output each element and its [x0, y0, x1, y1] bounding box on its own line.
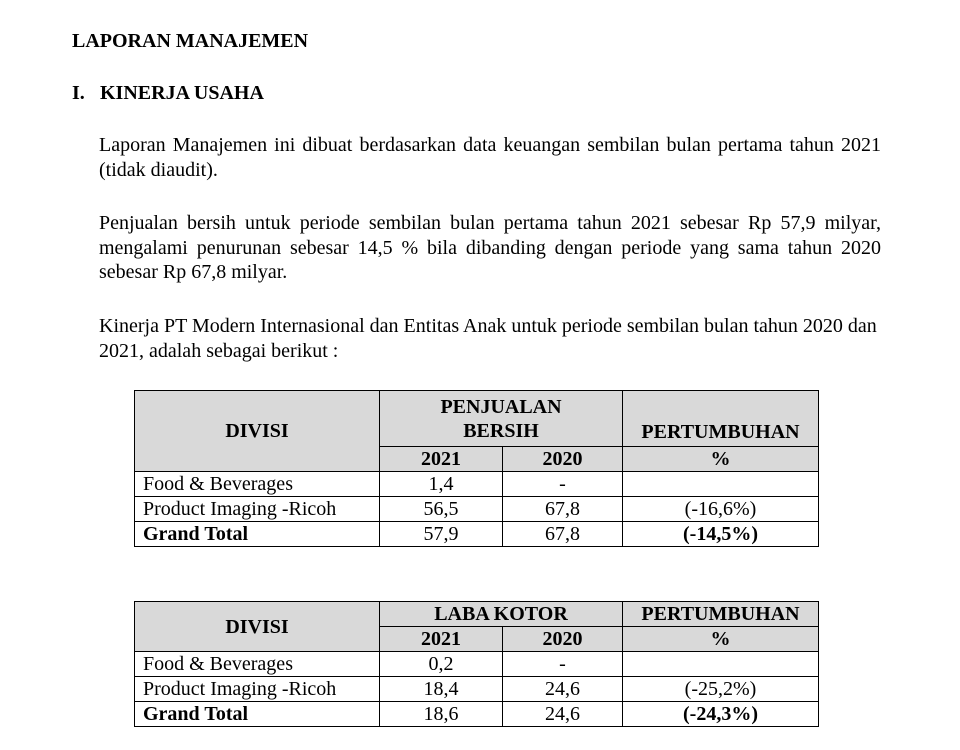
row-growth: (-25,2%) — [623, 677, 819, 702]
row-value-2020: - — [503, 652, 623, 677]
row-growth — [623, 652, 819, 677]
row-division: Food & Beverages — [135, 652, 380, 677]
row-value-2021: 0,2 — [380, 652, 503, 677]
sales-header-growth: PERTUMBUHAN — [623, 391, 819, 447]
sales-header-division: DIVISI — [135, 391, 380, 472]
row-value-2021: 56,5 — [380, 497, 503, 522]
table-row — [135, 472, 819, 497]
row-value-2020: 24,6 — [503, 702, 623, 727]
gross-profit-table — [134, 601, 819, 727]
row-growth — [623, 472, 819, 497]
row-value-2021: 1,4 — [380, 472, 503, 497]
table-row — [135, 652, 819, 677]
profit-header-year-2020: 2020 — [503, 627, 623, 652]
paragraph-performance: Kinerja PT Modern Internasional dan Entitas Anak untuk periode sembilan bulan tahun 2020 dan 2021, adalah sebagai berikut : — [99, 315, 877, 362]
profit-header-growth: PERTUMBUHAN — [623, 602, 819, 627]
document-title: LAPORAN MANAJEMEN — [72, 30, 309, 52]
profit-header-metric: LABA KOTOR — [380, 602, 623, 627]
sales-header-year-2020: 2020 — [503, 447, 623, 472]
sales-header-metric: PENJUALAN BERSIH — [380, 391, 623, 447]
row-value-2020: 67,8 — [503, 522, 623, 547]
row-division: Grand Total — [135, 702, 380, 727]
row-growth: (-16,6%) — [623, 497, 819, 522]
row-value-2020: 67,8 — [503, 497, 623, 522]
profit-header-year-2021: 2021 — [380, 627, 503, 652]
table-row — [135, 677, 819, 702]
table-row-total — [135, 522, 819, 547]
profit-header-growth-unit: % — [623, 627, 819, 652]
table-row — [135, 497, 819, 522]
row-division: Grand Total — [135, 522, 380, 547]
section-heading — [72, 82, 264, 105]
row-value-2021: 18,6 — [380, 702, 503, 727]
row-value-2020: - — [503, 472, 623, 497]
row-growth: (-14,5%) — [623, 522, 819, 547]
row-division: Product Imaging -Ricoh — [135, 497, 380, 522]
paragraph-net-sales: Penjualan bersih untuk periode sembilan bulan pertama tahun 2021 sebesar Rp 57,9 milyar, mengalami penurunan sebesar 14,5 % bila dibanding dengan periode yang sama tahun 2020 sebesar Rp 67,8 milyar. — [99, 212, 881, 283]
row-value-2021: 57,9 — [380, 522, 503, 547]
row-division: Product Imaging -Ricoh — [135, 677, 380, 702]
row-division: Food & Beverages — [135, 472, 380, 497]
profit-header-division: DIVISI — [135, 602, 380, 652]
section-number: I. — [72, 82, 85, 104]
row-growth: (-24,3%) — [623, 702, 819, 727]
paragraph-intro: Laporan Manajemen ini dibuat berdasarkan data keuangan sembilan bulan pertama tahun 2021 (tidak diaudit). — [99, 134, 881, 181]
sales-header-growth-unit: % — [623, 447, 819, 472]
sales-header-year-2021: 2021 — [380, 447, 503, 472]
row-value-2020: 24,6 — [503, 677, 623, 702]
sales-table — [134, 390, 819, 547]
section-title: KINERJA USAHA — [100, 82, 264, 104]
table-row-total — [135, 702, 819, 727]
row-value-2021: 18,4 — [380, 677, 503, 702]
